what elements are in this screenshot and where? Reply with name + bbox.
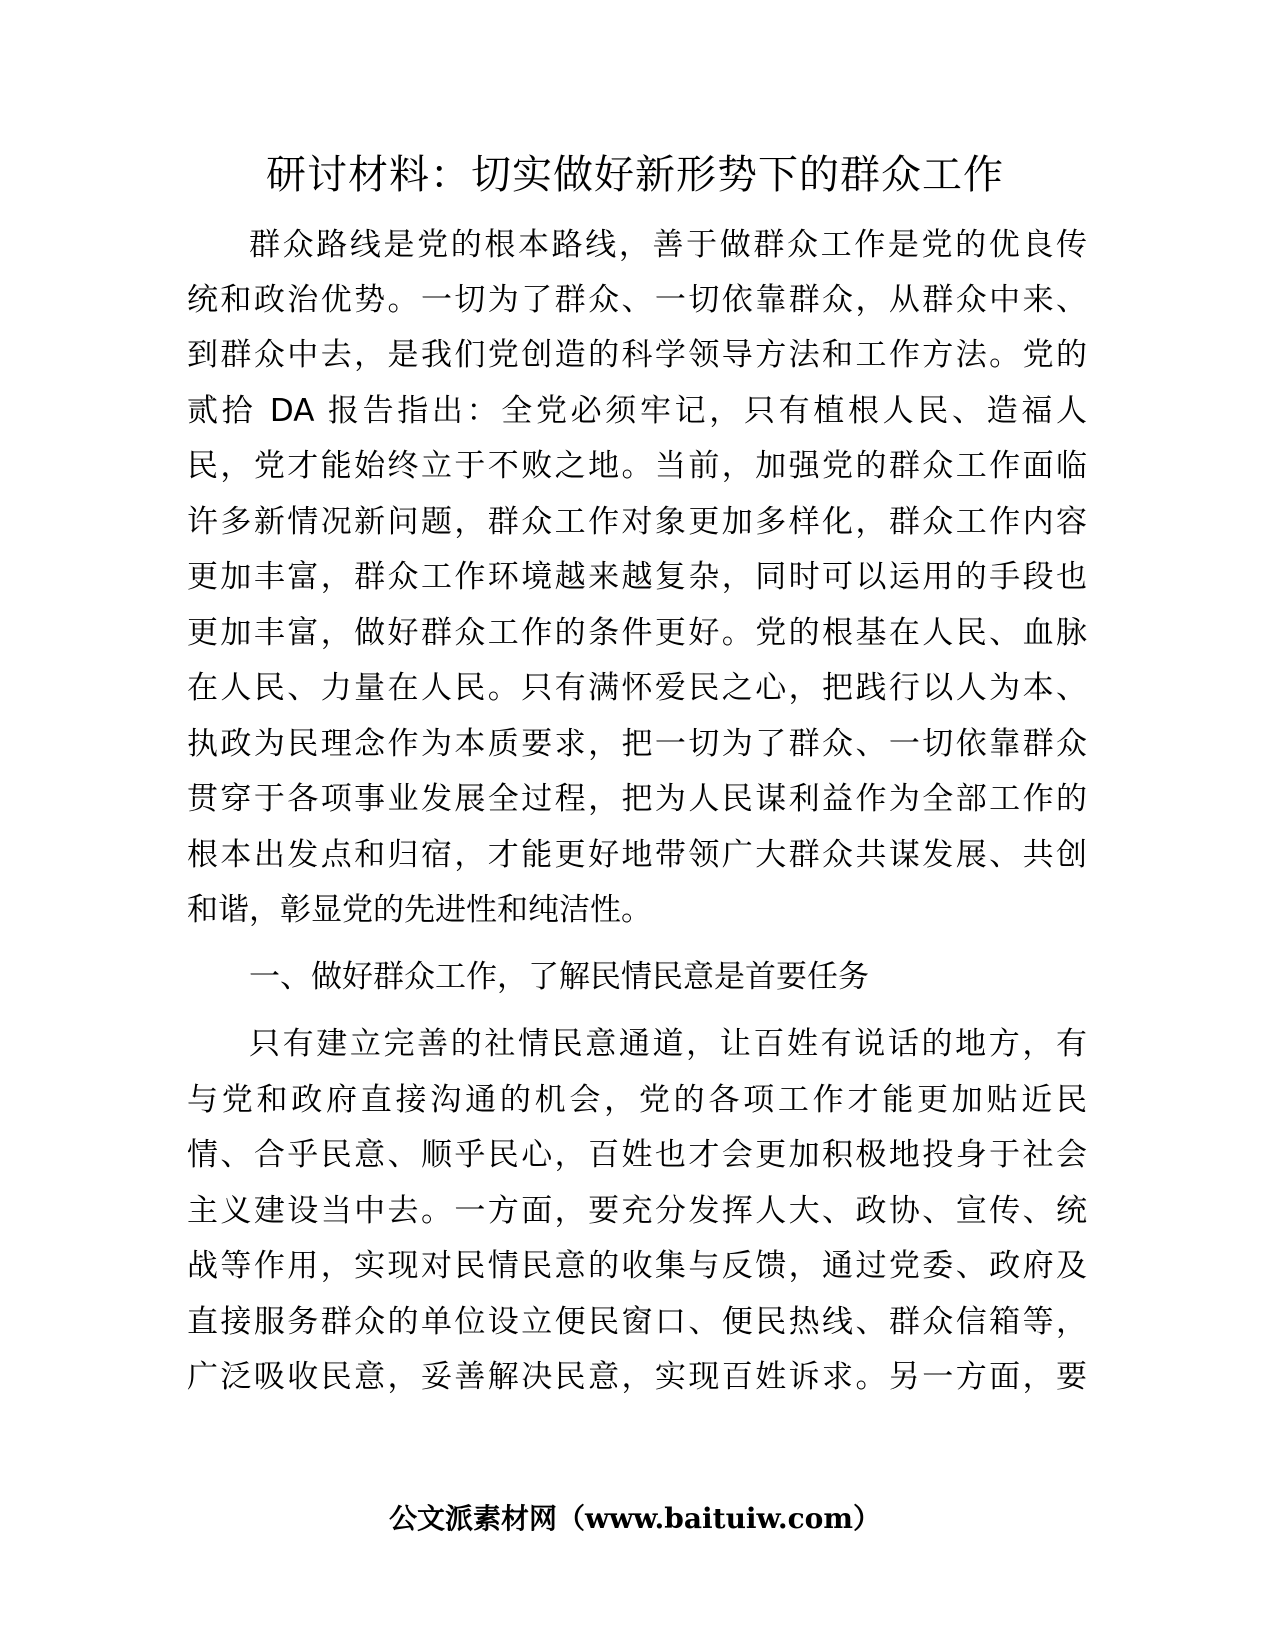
section-heading: 一、做好群众工作，了解民情民意是首要任务 [249,959,869,995]
text-line: 贰拾 DA 报告指出：全党必须牢记，只有植根人民、造福人 [187,393,1087,429]
text-line: 更加丰富，做好群众工作的条件更好。党的根基在人民、血脉 [187,615,1087,651]
text-line: 主义建设当中去。一方面，要充分发挥人大、政协、宣传、统 [187,1193,1087,1229]
text-line: 情、合乎民意、顺乎民心，百姓也才会更加积极地投身于社会 [187,1137,1087,1173]
text-line: 许多新情况新问题，群众工作对象更加多样化，群众工作内容 [187,504,1087,540]
text-line: 直接服务群众的单位设立便民窗口、便民热线、群众信箱等， [187,1304,1087,1340]
text-line: 民，党才能始终立于不败之地。当前，加强党的群众工作面临 [187,448,1087,484]
text-line: 与党和政府直接沟通的机会，党的各项工作才能更加贴近民 [187,1082,1087,1118]
text-line: 更加丰富，群众工作环境越来越复杂，同时可以运用的手段也 [187,559,1087,595]
text-line: 统和政治优势。一切为了群众、一切依靠群众，从群众中来、 [187,282,1087,318]
document-title: 研讨材料：切实做好新形势下的群众工作 [266,152,1004,198]
text-line: 只有建立完善的社情民意通道，让百姓有说话的地方，有 [249,1026,1087,1062]
text-line: 和谐，彰显党的先进性和纯洁性。 [187,892,652,928]
text-line: 到群众中去，是我们党创造的科学领导方法和工作方法。党的 [187,337,1087,373]
text-line: 群众路线是党的根本路线，善于做群众工作是党的优良传 [249,227,1087,263]
text-line: 广泛吸收民意，妥善解决民意，实现百姓诉求。另一方面，要 [187,1359,1087,1395]
text-line: 根本出发点和归宿，才能更好地带领广大群众共谋发展、共创 [187,837,1087,873]
text-line: 执政为民理念作为本质要求，把一切为了群众、一切依靠群众 [187,726,1087,762]
footer-watermark: 公文派素材网（www.baituiw.com） [389,1502,881,1535]
text-line: 在人民、力量在人民。只有满怀爱民之心，把践行以人为本、 [187,670,1087,706]
text-line: 贯穿于各项事业发展全过程，把为人民谋利益作为全部工作的 [187,781,1087,817]
text-line: 战等作用，实现对民情民意的收集与反馈，通过党委、政府及 [187,1248,1087,1284]
